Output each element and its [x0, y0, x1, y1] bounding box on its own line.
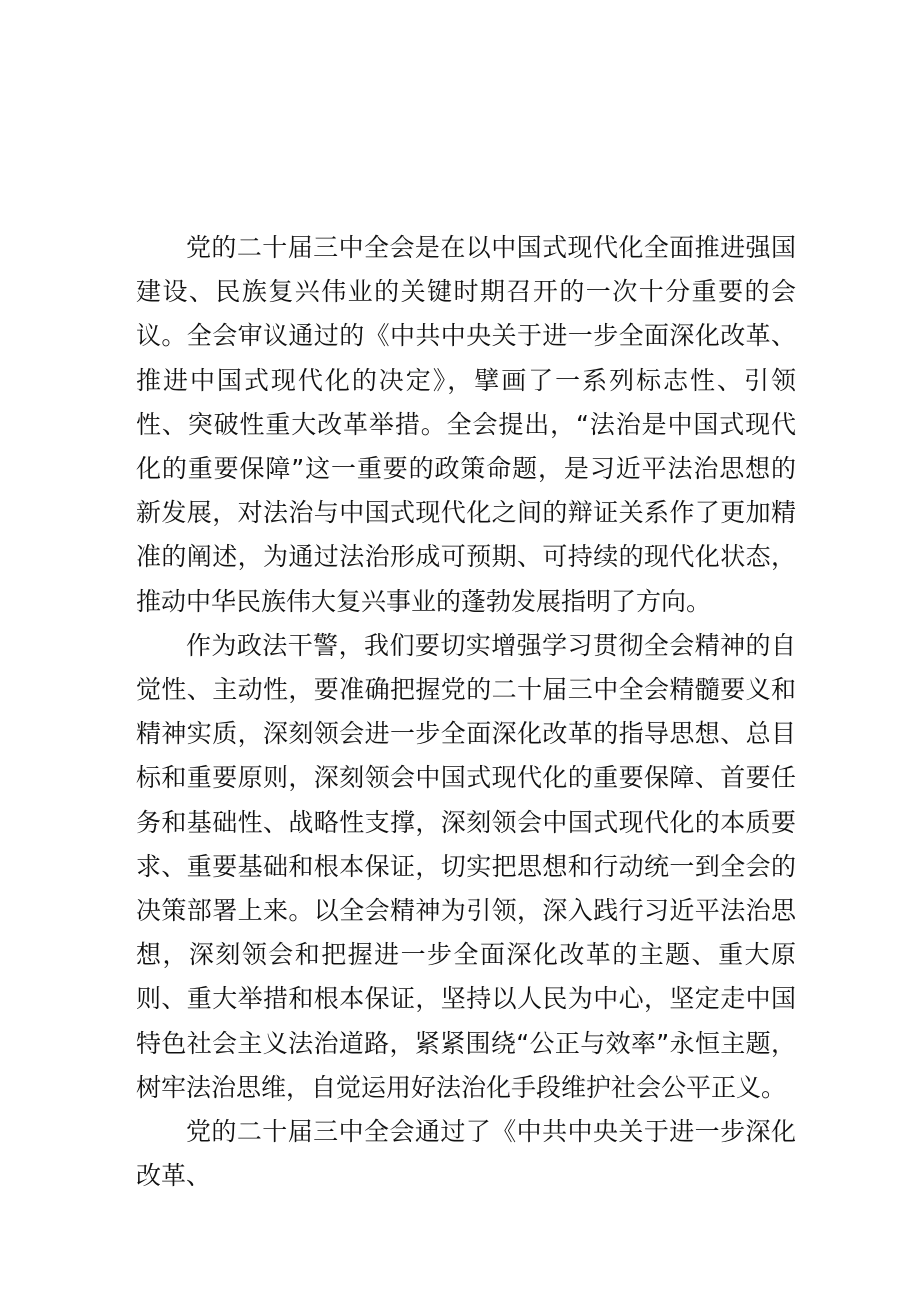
paragraph-3: 党的二十届三中全会通过了《中共中央关于进一步深化改革、 — [136, 1117, 796, 1191]
paragraph-2: 作为政法干警，我们要切实增强学习贯彻全会精神的自觉性、主动性，要准确把握党的二十届三中全会精髓要义和精神实质，深刻领会进一步全面深化改革的指导思想、总目标和重要原则，深刻领会中国式现代化的重要保障、首要任务和基础性、战略性支撑，深刻领会中国式现代化的本质要求、重要基础和根本保证，切实把思想和行动统一到全会的决策部署上来。以全会精神为引领，深入践行习近平法治思想，深刻领会和把握进一步全面深化改革的主题、重大原则、重大举措和根本保证，坚持以人民为中心，坚定走中国特色社会主义法治道路，紧紧围绕“公正与效率”永恒主题，树牢法治思维，自觉运用好法治化手段维护社会公平正义。 — [136, 630, 796, 1102]
document-body — [136, 226, 796, 1198]
paragraph-1: 党的二十届三中全会是在以中国式现代化全面推进强国建设、民族复兴伟业的关键时期召开的一次十分重要的会议。全会审议通过的《中共中央关于进一步全面深化改革、推进中国式现代化的决定》，擘画了一系列标志性、引领性、突破性重大改革举措。全会提出，“法治是中国式现代化的重要保障”这一重要的政策命题，是习近平法治思想的新发展，对法治与中国式现代化之间的辩证关系作了更加精准的阐述，为通过法治形成可预期、可持续的现代化状态，推动中华民族伟大复兴事业的蓬勃发展指明了方向。 — [136, 233, 796, 616]
